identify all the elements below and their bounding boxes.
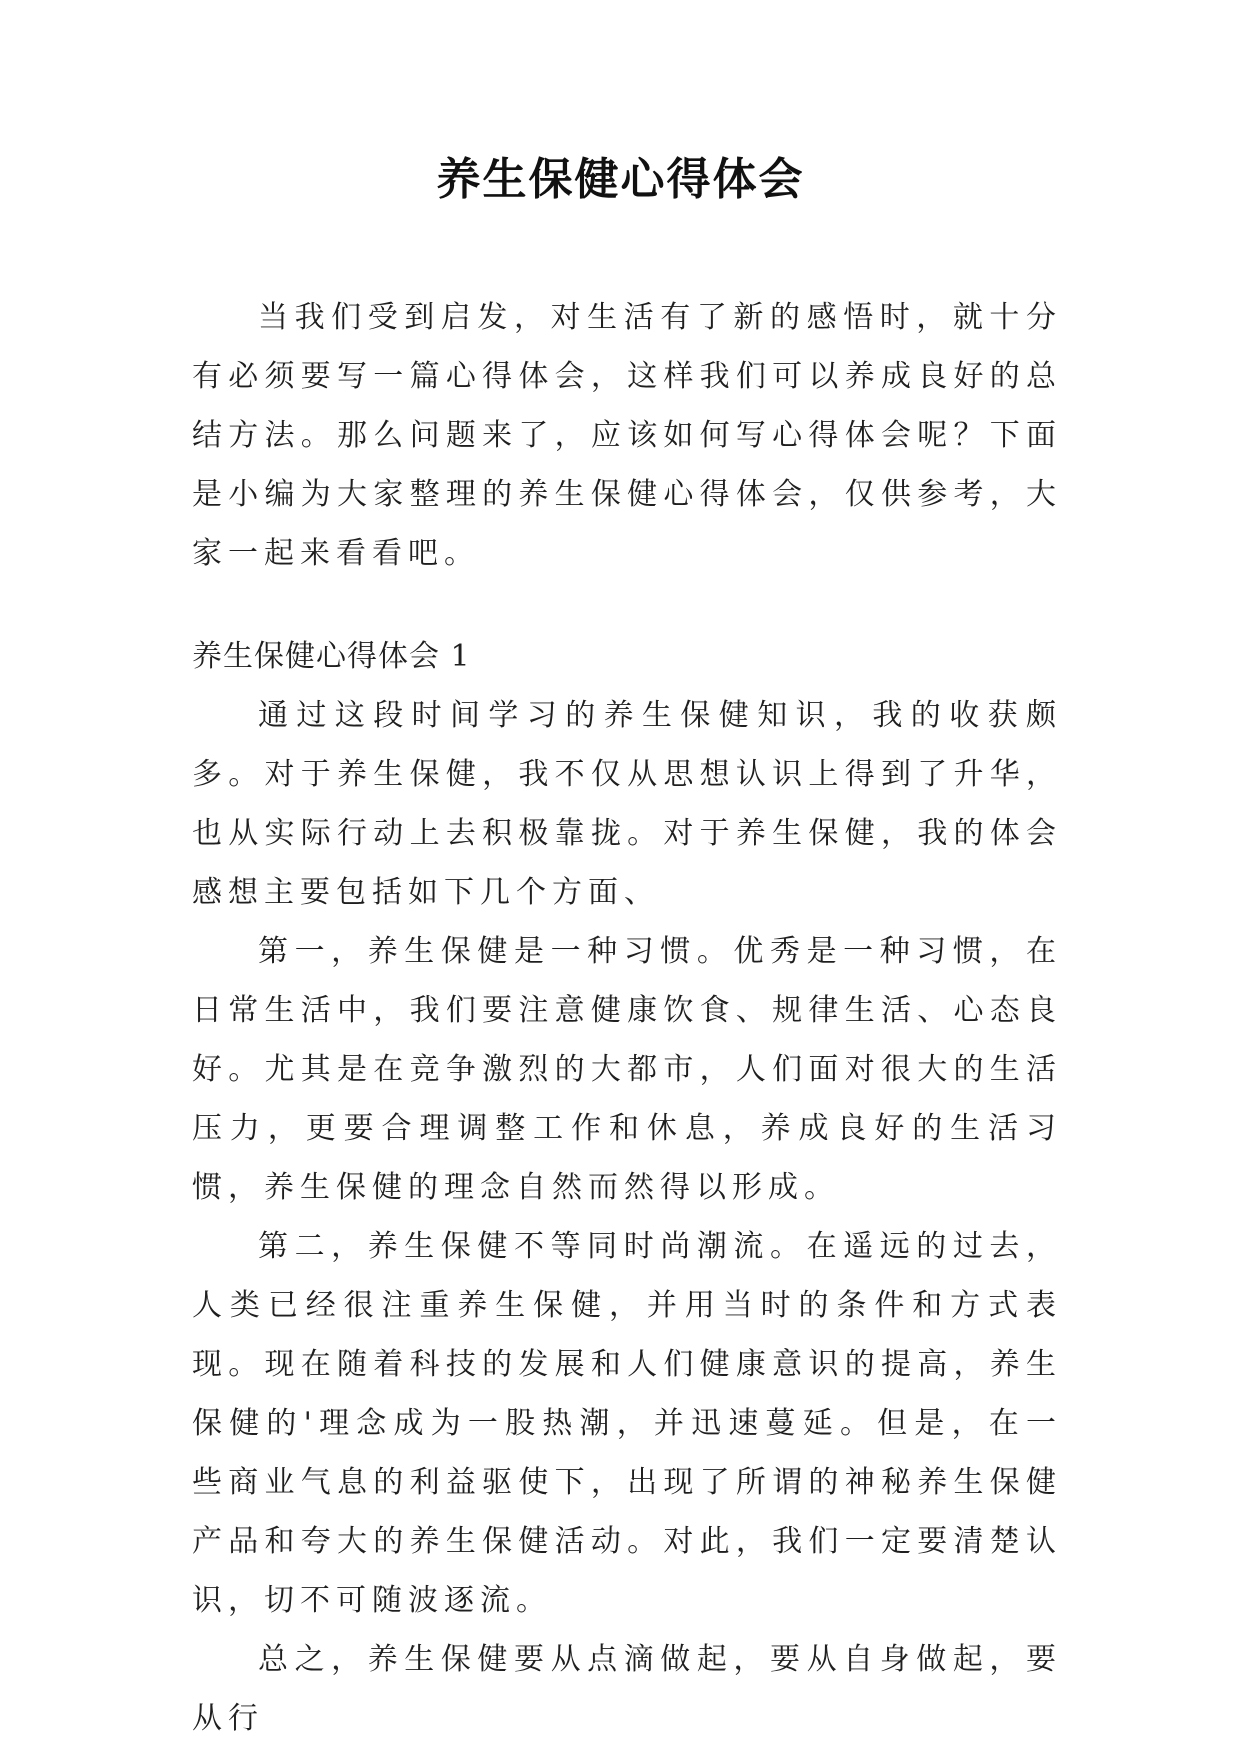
document-title: 养生保健心得体会 (436, 154, 805, 205)
body-paragraph-3: 第二，养生保健不等同时尚潮流。在遥远的过去，人类已经很注重养生保健，并用当时的条件和方式表现。现在随着科技的发展和人们健康意识的提高，养生保健的'理念成为一股热潮，并迅速蔓延。但是，在一些商业气息的利益驱使下，出现了所谓的神秘养生保健产品和夸大的养生保健活动。对此，我们一定要清楚认识，切不可随波逐流。 (192, 1229, 1062, 1618)
body-paragraph-1: 通过这段时间学习的养生保健知识，我的收获颇多。对于养生保健，我不仅从思想认识上得到了升华，也从实际行动上去积极靠拢。对于养生保健，我的体会感想主要包括如下几个方面、 (192, 698, 1062, 910)
section-heading: 养生保健心得体会 1 (192, 639, 471, 674)
body-paragraph-4: 总之，养生保健要从点滴做起，要从自身做起，要从行 (192, 1642, 1062, 1736)
document-body (192, 288, 1062, 1748)
intro-paragraph: 当我们受到启发，对生活有了新的感悟时，就十分有必须要写一篇心得体会，这样我们可以养成良好的总结方法。那么问题来了，应该如何写心得体会呢？下面是小编为大家整理的养生保健心得体会，仅供参考，大家一起来看看吧。 (192, 300, 1062, 571)
body-paragraph-2: 第一，养生保健是一种习惯。优秀是一种习惯，在日常生活中，我们要注意健康饮食、规律生活、心态良好。尤其是在竞争激烈的大都市，人们面对很大的生活压力，更要合理调整工作和休息，养成良好的生活习惯，养生保健的理念自然而然得以形成。 (192, 934, 1062, 1205)
